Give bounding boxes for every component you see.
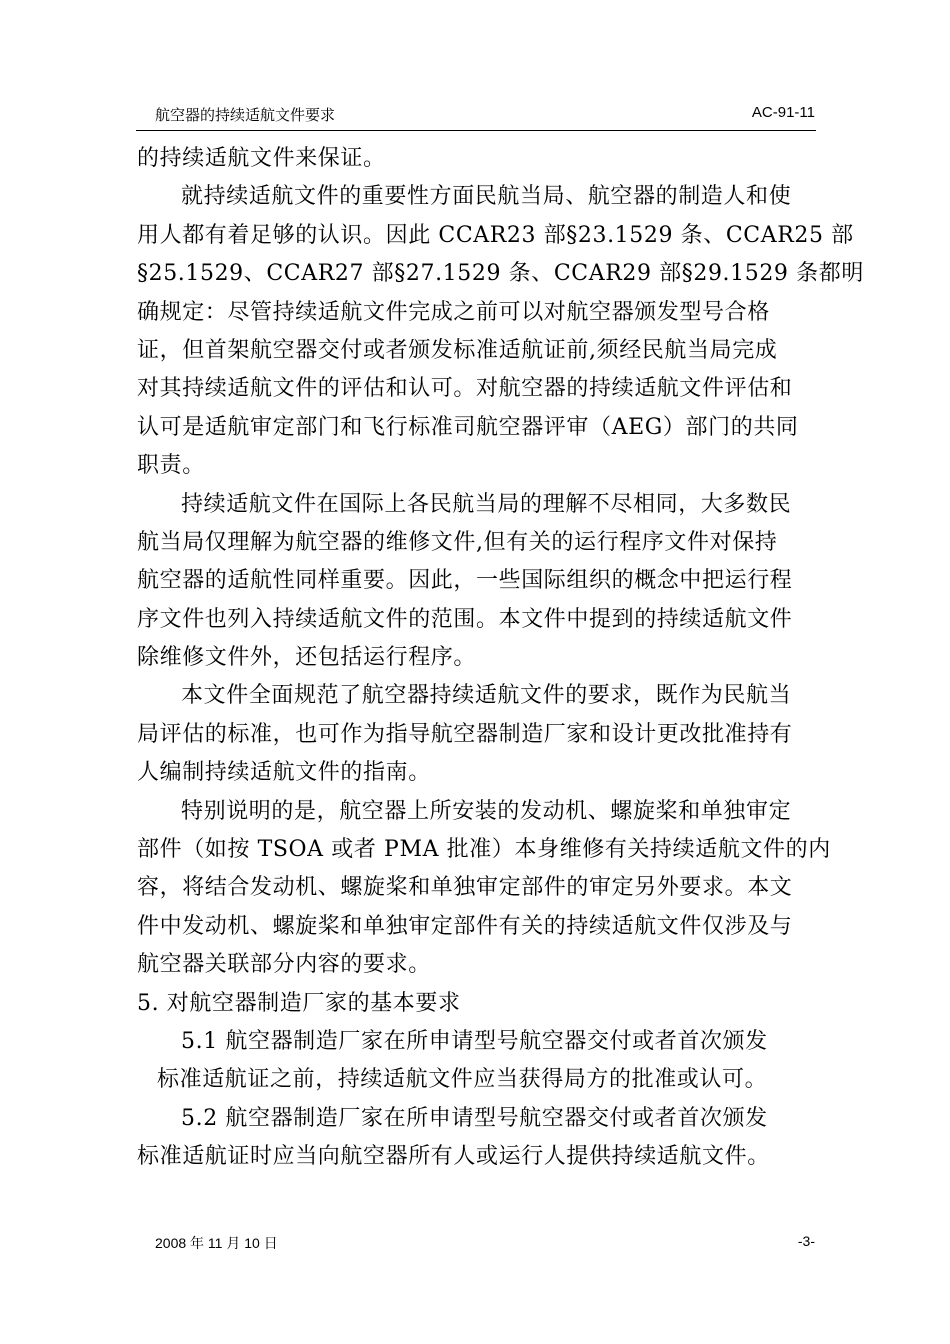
footer-date: 2008 年 11 月 10 日: [155, 1235, 278, 1251]
body-line: 人编制持续适航文件的指南。: [137, 760, 431, 786]
body-line: 认可是适航审定部门和飞行标准司航空器评审（AEG）部门的共同: [137, 414, 799, 440]
paragraph-start-line: 持续适航文件在国际上各民航当局的理解不尽相同，大多数民: [181, 491, 792, 517]
body-line: 用人都有着足够的认识。因此 CCAR23 部§23.1529 条、CCAR25 部: [137, 222, 854, 248]
body-line: 证，但首架航空器交付或者颁发标准适航证前,须经民航当局完成: [137, 337, 778, 363]
paragraph-start-line: 特别说明的是，航空器上所安装的发动机、螺旋桨和单独审定: [181, 798, 792, 824]
page-header: [155, 104, 815, 124]
body-line: 对其持续适航文件的评估和认可。对航空器的持续适航文件评估和: [137, 376, 793, 402]
body-line: 航空器的适航性同样重要。因此，一些国际组织的概念中把运行程: [137, 568, 793, 594]
body-line: 航当局仅理解为航空器的维修文件,但有关的运行程序文件对保持: [137, 529, 778, 555]
section-heading: 5. 对航空器制造厂家的基本要求: [137, 990, 461, 1016]
clause-5-2-line: 5.2 航空器制造厂家在所申请型号航空器交付或者首次颁发: [181, 1105, 768, 1131]
header-divider: [136, 130, 816, 131]
clause-5-2-continuation: 标准适航证时应当向航空器所有人或运行人提供持续适航文件。: [137, 1144, 770, 1170]
body-line: 确规定：尽管持续适航文件完成之前可以对航空器颁发型号合格: [137, 299, 770, 325]
body-line: 序文件也列入持续适航文件的范围。本文件中提到的持续适航文件: [137, 606, 793, 632]
body-line: 职责。: [137, 453, 205, 479]
document-title: 航空器的持续适航文件要求: [155, 107, 336, 124]
clause-5-1-continuation: 标准适航证之前，持续适航文件应当获得局方的批准或认可。: [157, 1067, 768, 1093]
body-line: 除维修文件外，还包括运行程序。: [137, 645, 477, 671]
page-number: -3-: [797, 1233, 815, 1249]
clause-5-1-line: 5.1 航空器制造厂家在所申请型号航空器交付或者首次颁发: [181, 1028, 768, 1054]
paragraph-start-line: 本文件全面规范了航空器持续适航文件的要求，既作为民航当: [181, 683, 792, 709]
body-line: 的持续适航文件来保证。: [137, 146, 386, 171]
page-footer: [155, 1233, 815, 1253]
document-number: AC-91-11: [751, 104, 815, 121]
body-line: 局评估的标准，也可作为指导航空器制造厂家和设计更改批准持有: [137, 721, 793, 747]
body-line: 件中发动机、螺旋桨和单独审定部件有关的持续适航文件仅涉及与: [137, 913, 793, 939]
body-line: 部件（如按 TSOA 或者 PMA 批准）本身维修有关持续适航文件的内: [137, 837, 831, 863]
body-line: 航空器关联部分内容的要求。: [137, 952, 431, 978]
paragraph-start-line: 就持续适航文件的重要性方面民航当局、航空器的制造人和使: [181, 184, 792, 210]
document-body: [137, 140, 864, 1177]
body-line: 容，将结合发动机、螺旋桨和单独审定部件的审定另外要求。本文: [137, 875, 793, 901]
body-line: §25.1529、CCAR27 部§27.1529 条、CCAR29 部§29.1529 条都明: [137, 261, 864, 287]
